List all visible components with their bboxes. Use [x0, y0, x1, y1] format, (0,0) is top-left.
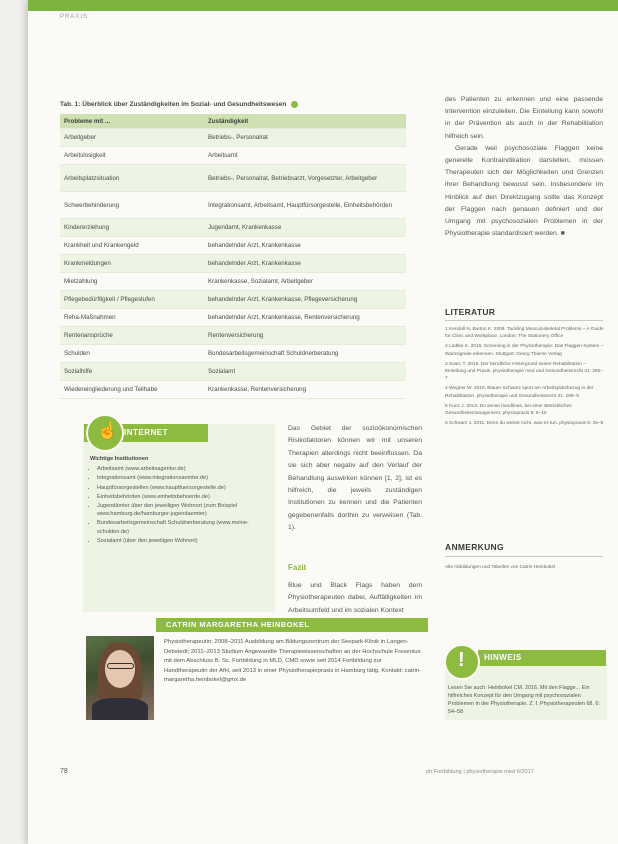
table-cell: Bundesarbeitsgemeinschaft Schuldnerberatung [204, 345, 406, 363]
internet-content [90, 455, 270, 546]
paragraph: Blue und Black Flags haben dem Physiotherapeuten dabei, Auffälligkeiten im Arbeitsumfeld und im sozialen Kontext [288, 582, 422, 614]
table-cell: Schwerbehinderung [60, 192, 204, 219]
table-cell: Rentenansprüche [60, 327, 204, 345]
hinweis-title: HINWEIS [484, 653, 522, 662]
table-row [60, 345, 406, 363]
table-cell: Wiedereingliederung und Teilhabe [60, 381, 204, 399]
table-cell: Mietzahlung [60, 273, 204, 291]
internet-badge [86, 414, 124, 452]
table-cell: Schulden [60, 345, 204, 363]
table-row [60, 309, 406, 327]
document-page [28, 0, 618, 844]
paragraph: Das Gebiet der sozioökonomischen Risikofaktoren können wir mit unseren Therapien allerdings nicht beeinflussen. Da sie sich aber negativ auf den Verlauf der Behandlung auswirken können [1, 2], ist es hilfreich, die jeweils zuständigen Institutionen zu kennen und die Patienten gegebenenfalls dorthin zu verweisen (Tab. 1). [288, 425, 422, 532]
literature-item: 2 Lüdtke K. 2016. Screening in der Physiotherapie: Das Flaggen-System – Warnsignale erkennen. Stuttgart: Georg Thieme Verlag [445, 344, 604, 357]
literature-item: 3 Svarc T. 2015. Der berufliche Hintergrund seiner Rehabilitation – Einteilung und Praxis. physiotherapie med und Gesundheitsrecht 31: 265–7 [445, 361, 603, 382]
table-row [60, 381, 406, 399]
table-cell: Arbeitgeber [60, 129, 204, 147]
table-cell: Betriebs-, Personalrat [204, 129, 406, 147]
author-photo [86, 636, 154, 720]
list-item: • Arbeitsamt (www.arbeitsagentur.de) [97, 465, 270, 473]
photo-shirt [92, 698, 148, 720]
table-header-row [60, 114, 406, 129]
table-cell: Sozialamt [204, 363, 406, 381]
table-row [60, 237, 406, 255]
literature-item: 1 Kendall N, Burton K. 2009. Tackling Musculoskeletal Problems – A Guide for Clinic and Workplace. London: The Stationery Office [445, 327, 604, 340]
responsibility-table [60, 114, 406, 399]
literature-heading: LITERATUR [445, 307, 496, 317]
table-row [60, 327, 406, 345]
hinweis-badge [444, 644, 480, 680]
internet-subtitle: Wichtige Institutionen [90, 456, 149, 462]
divider [445, 320, 603, 321]
table-row [60, 255, 406, 273]
table-cell: behandelnder Arzt, Krankenkasse [204, 237, 406, 255]
author-name: CATRIN MARGARETHA HEINBOKEL [166, 620, 310, 629]
list-item: • Sozialamt (über den jeweiligen Wohnort) [97, 537, 270, 545]
table-cell: Arbeitslosigkeit [60, 147, 204, 165]
table-header: Zuständigkeit [204, 114, 406, 129]
table-cell: Krankmeldungen [60, 255, 204, 273]
table-row [60, 129, 406, 147]
table-cell: Rentenversicherung [204, 327, 406, 345]
table-header: Probleme mit ... [60, 114, 204, 129]
table-row [60, 291, 406, 309]
table-row [60, 363, 406, 381]
table-caption-text: Tab. 1: Überblick über Zuständigkeiten im Sozial- und Gesundheitswesen [60, 101, 287, 109]
institution-list [90, 465, 270, 545]
table-cell: Krankenkasse, Rentenversicherung [204, 381, 406, 399]
fazit-heading: Fazit [288, 563, 307, 572]
table-caption [60, 101, 298, 108]
table-cell: Krankheit und Krankengeld [60, 237, 204, 255]
page-number: 78 [60, 768, 68, 775]
table-cell: Integrationsamt, Arbeitsamt, Hauptfürsorgestelle, Einheitsbehörden [204, 192, 406, 219]
section-label: PRAXIS [60, 14, 89, 20]
photo-face [105, 650, 135, 688]
literature-item: 4 Wegner W. 2015. Blauer Schwarz spürt am Arbeitsplatzbezug in der Rehabilitation. physiotherapie und Gesundheitsrecht 31: 268–9 [445, 386, 594, 399]
table-cell: Kindererziehung [60, 219, 204, 237]
table-row [60, 219, 406, 237]
note-heading: ANMERKUNG [445, 542, 504, 552]
literature-item: 5 Kunz J. 2013. Do sense handlines, bei einer Betriebliches Gesundheitsmanagement. physiopraxis 6: 8–10 [445, 403, 572, 417]
table-cell: Pflegebedürftigkeit / Pflegestufen [60, 291, 204, 309]
list-item: • Bundesarbeitsgemeinschaft Schuldnerberatung (www.meine-schulden.de) [97, 519, 270, 535]
table-cell: behandelnder Arzt, Krankenkasse, Rentenversicherung [204, 309, 406, 327]
table-cell: Krankenkasse, Sozialamt, Arbeitgeber [204, 273, 406, 291]
list-item: • Einheitsbehörden (www.einheitsbehoerde.de) [97, 493, 270, 501]
page-footer: ph Fortbildung | physiotherapie med 6/2017 [426, 769, 534, 775]
right-column-text [445, 94, 603, 240]
table-cell: Jugendamt, Krankenkasse [204, 219, 406, 237]
dot-icon [291, 101, 298, 108]
table-cell: behandelnder Arzt, Krankenkasse [204, 255, 406, 273]
table-cell: behandelnder Arzt, Krankenkasse, Pflegeversicherung [204, 291, 406, 309]
literature-item: 6 Schwarz J. 2011. Denn du weisst nicht, was es tun. physiopraxis 6: 35–8 [445, 421, 604, 427]
table-row [60, 192, 406, 219]
table-cell: Sozialhilfe [60, 363, 204, 381]
table-cell: Arbeitsamt [204, 147, 406, 165]
table-cell: Reha-Maßnahmen [60, 309, 204, 327]
note-text: Alle Abbildungen und Tabellen von Catrin Heinbokel [445, 565, 556, 570]
table-row [60, 273, 406, 291]
hand-pointer-icon: ☝ [97, 421, 119, 440]
top-color-bar [28, 0, 618, 11]
exclamation-icon: ! [458, 649, 465, 671]
list-item: • Hauptfürsorgestellen (www.hauptfuersorgestelle.de) [97, 484, 270, 492]
paragraph: Gerade weil psychosoziale Flaggen keine generelle Kontraindikation darstellen, müssen Therapeuten sich der Möglichkeiten und Grenzen ihrer Behandlung bewusst sein. Insbesondere im Hinblick auf den Direktzugang sollte das Konzept der Flaggen nach genauen definiert und der Umgang mit psychosozialen Problemen in der Physiotherapie standardisiert werden. ■ [445, 144, 603, 238]
author-bio: Physiotherapeutin: 2008–2011 Ausbildung am Bildungszentrum der Seepark-Klinik in Langen-Debstedt; 2011–2013 Studium Angewandte Therapiewissenschaften an der Hochschule Fresenius mit dem Abschluss B. Sc. Fortbildung in MLD, CMD sowie seit 2014 Fortbildung zur Handtherapeutin der AfH, seit 2013 in einer Physiotherapiepraxis in Hamburg tätig. Kontakt: catrin-margaretha.heinbokel@gmx.de [164, 639, 422, 684]
internet-title: INTERNET [124, 428, 168, 437]
divider [445, 556, 603, 557]
middle-column-text [288, 423, 422, 535]
paragraph: des Patienten zu erkennen und eine passende Intervention einzuleiten. Die Einteilung kann sowohl in der Prävention als auch in der Rehabilitation hilfreich sein. [445, 96, 603, 140]
list-item: • Integrationsamt (www.integrationsaemter.de) [97, 474, 270, 482]
literature-list [445, 326, 605, 430]
table-row [60, 165, 406, 192]
list-item: • Jugendämter über den jeweiligen Wohnort (zum Beispiel www.hamburg.de/hamburger-jugendaemter) [97, 502, 270, 518]
middle-column-text-2 [288, 580, 422, 617]
table-row [60, 147, 406, 165]
hinweis-text: Lesen Sie auch: Heinbokel CM. 2016. Mit den Flagge... Ein hilfreiches Konzept für den Umgang mit psychosozialen Problemen in der Physiotherapie. Z. f. Physiotherapeuten 68, 6: 54–58 [448, 685, 600, 715]
photo-glasses [107, 663, 134, 669]
table-cell: Arbeitsplatzsituation [60, 165, 204, 192]
table-cell: Betriebs-, Personalrat, Betriebsarzt, Vorgesetzter, Arbeitgeber [204, 165, 406, 192]
